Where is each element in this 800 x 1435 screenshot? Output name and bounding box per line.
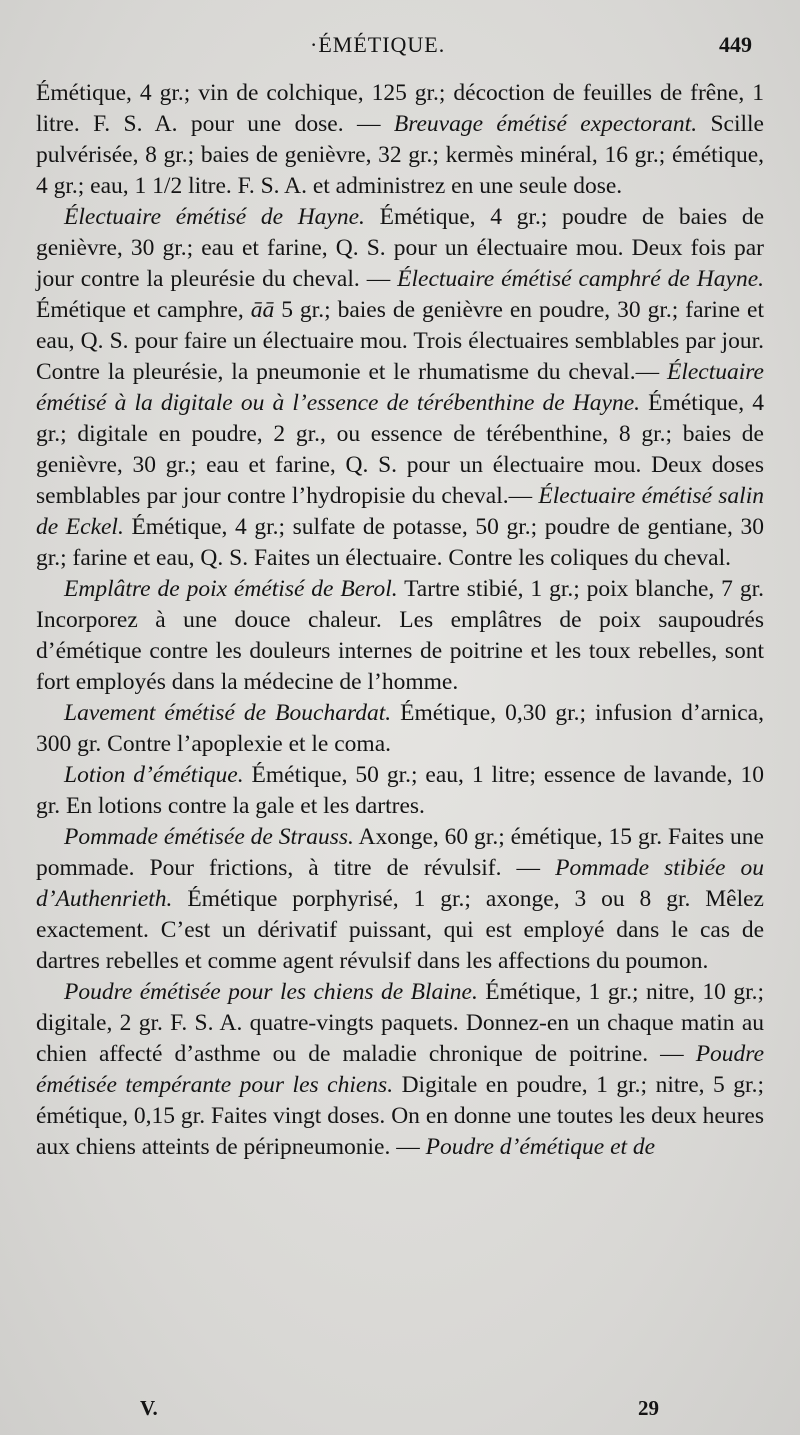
paragraph [36,977,764,1163]
italic-run: Poudre émétisée pour les chiens de Blaine. [64,979,478,1005]
text-run: Émétique porphyrisé, 1 gr.; axonge, 3 ou 8 gr. Mêlez exactement. C’est un dérivatif puissant, qui est employé dans le cas de dartres rebelles et comme agent révulsif dans les affections du poumon. [36,886,764,974]
italic-run: Lavement émétisé de Bouchardat. [64,700,392,726]
italic-run: Pommade stibiée ou d’Authenrieth. [36,855,764,912]
italic-run: Électuaire émétisé salin de Eckel. [36,483,764,540]
italic-run: Poudre d’émétique et de [425,1134,656,1160]
italic-run: āā [250,297,275,323]
text-run: Émétique, 0,30 gr.; infusion d’arnica, 300 gr. Contre l’apoplexie et le coma. [36,700,764,757]
text-run: Axonge, 60 gr.; émétique, 15 gr. Faites une pommade. Pour frictions, à titre de révulsif. — [36,824,764,881]
paragraph [36,822,764,977]
text-run: Tartre stibié, 1 gr.; poix blanche, 7 gr. Incorporez à une douce chaleur. Les emplâtres de poix saupoudrés d’émétique contre les douleurs internes de poitrine et les toux rebelles, sont fort employés dans la médecine de l’homme. [36,576,764,695]
paragraph [36,202,764,574]
text-run: Émétique, 4 gr.; vin de colchique, 125 gr.; décoction de feuilles de frêne, 1 litre. F. S. A. pour une dose. — [36,80,764,137]
paragraph [36,78,764,202]
paragraph [36,574,764,698]
sheet-number: 29 [638,1396,659,1420]
paragraph [36,760,764,822]
italic-run: Électuaire émétisé de Hayne. [64,204,365,230]
text-run: Digitale en poudre, 1 gr.; nitre, 5 gr.; émétique, 0,15 gr. Faites vingt doses. On en donne une toutes les deux heures aux chiens atteints de péripneumonie. — [36,1072,764,1160]
running-head [0,32,800,62]
body-text [36,78,764,1163]
signature-mark: V. [140,1396,158,1420]
text-run: Émétique, 4 gr.; digitale en poudre, 2 gr., ou essence de térébenthine, 8 gr.; baies de genièvre, 30 gr.; eau et farine, Q. S. pour un électuaire mou. Deux doses semblables par jour contre l’hydropisie du cheval.— [36,390,764,509]
running-title: ·ÉMÉTIQUE. [310,32,446,57]
italic-run: Pommade émétisée de Strauss. [64,824,354,850]
italic-run: Lotion d’émétique. [64,762,244,788]
page-number: 449 [719,32,752,57]
paragraph [36,698,764,760]
text-run: Émétique et camphre, [36,297,251,323]
text-run: Émétique, 4 gr.; sulfate de potasse, 50 gr.; poudre de gentiane, 30 gr.; farine et eau, Q. S. Faites un électuaire. Contre les coliques du cheval. [36,514,764,571]
text-run: Émétique, 4 gr.; poudre de baies de genièvre, 30 gr.; eau et farine, Q. S. pour un électuaire mou. Deux fois par jour contre la pleurésie du cheval. — [36,204,764,292]
italic-run: Électuaire émétisé camphré de Hayne. [397,266,764,292]
italic-run: Poudre émétisée tempérante pour les chiens. [36,1041,764,1098]
page-footer [0,1396,800,1426]
italic-run: Emplâtre de poix émétisé de Berol. [64,576,398,602]
italic-run: Breuvage émétisé expectorant. [393,111,698,137]
text-run: 5 gr.; baies de genièvre en poudre, 30 gr.; farine et eau, Q. S. pour faire un électuaire mou. Trois électuaires semblables par jour. Contre la pleurésie, la pneumonie et le rhumatisme du cheval.— [36,297,764,385]
text-run: Émétique, 1 gr.; nitre, 10 gr.; digitale, 2 gr. F. S. A. quatre-vingts paquets. Donnez-en un chaque matin au chien affecté d’asthme ou de maladie chronique de poitrine. — [36,979,764,1067]
italic-run: Électuaire émétisé à la digitale ou à l’essence de térébenthine de Hayne. [36,359,764,416]
text-run: Émétique, 50 gr.; eau, 1 litre; essence de lavande, 10 gr. En lotions contre la gale et les dartres. [36,762,765,819]
text-run: Scille pulvérisée, 8 gr.; baies de genièvre, 32 gr.; kermès minéral, 16 gr.; émétique, 4 gr.; eau, 1 1/2 litre. F. S. A. et administrez en une seule dose. [36,111,764,199]
